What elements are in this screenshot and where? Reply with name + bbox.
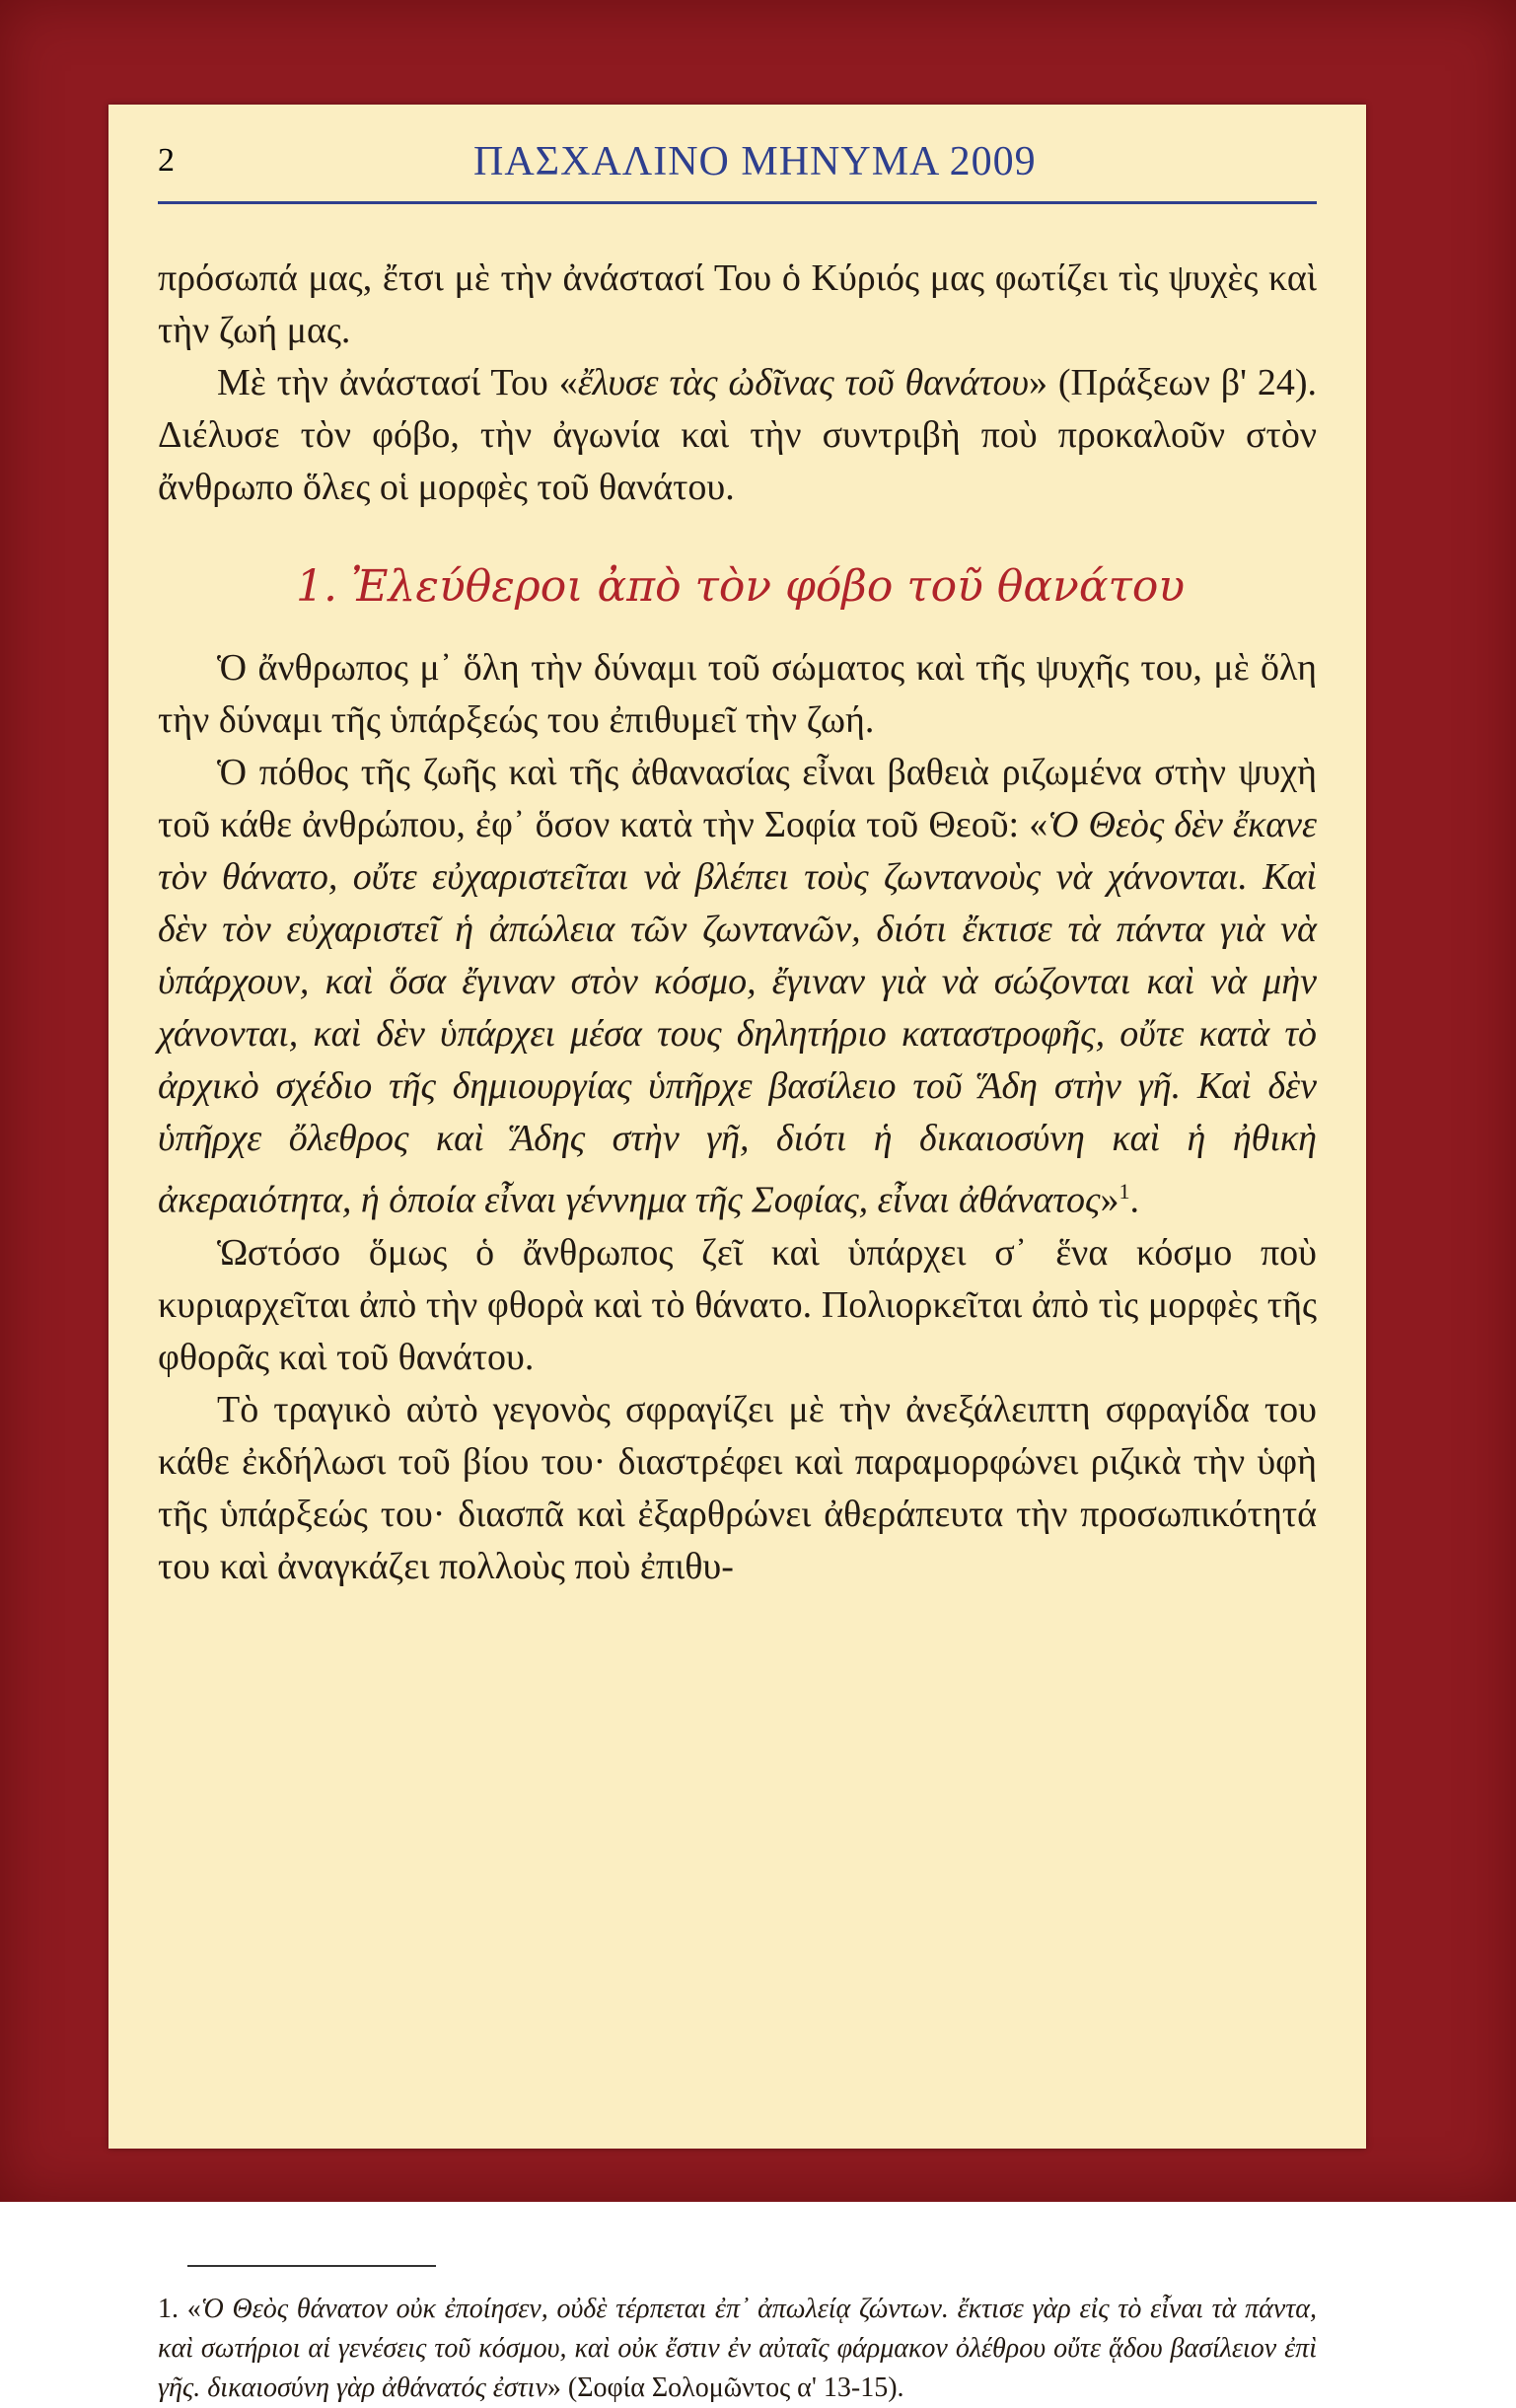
quote: ἔλυσε τὰς ὠδῖνας τοῦ θανάτου	[577, 362, 1029, 403]
page-number: 2	[158, 142, 175, 179]
paragraph: Ὁ ἄνθρωπος μ᾽ ὅλη τὴν δύναμι τοῦ σώματος καὶ τῆς ψυχῆς του, μὲ ὅλη τὴν δύναμι τῆς ὑπάρξεώς του ἐπιθυμεῖ τὴν ζωή.	[158, 647, 1317, 741]
footnote-divider	[187, 2265, 436, 2267]
section-heading: 1. Ἐλεύθεροι ἀπὸ τὸν φόβο τοῦ θανάτου	[296, 561, 1186, 612]
paragraph: Μὲ τὴν ἀνάστασί Του «ἔλυσε τὰς ὠδῖνας τοῦ θανάτου» (Πράξεων β' 24). Διέλυσε τὸν φόβο, τὴν ἀγωνία καὶ τὴν συντριβὴ ποὺ προκαλοῦν στὸν ἄνθρωπο ὅλες οἱ μορφὲς τοῦ θανάτου.	[158, 362, 1317, 508]
page-title: ΠΑΣΧΑΛΙΝΟ ΜΗΝΥΜΑ 2009	[473, 139, 1037, 184]
footnote-ref: 1	[1119, 1179, 1130, 1204]
footnote-quote: Ὁ Θεὸς θάνατον οὐκ ἐποίησεν, οὐδὲ τέρπεται ἐπ᾽ ἀπωλείᾳ ζώντων. ἔκτισε γὰρ εἰς τὸ εἶναι τὰ πάντα, καὶ σωτήριοι αἱ γενέσεις τοῦ κόσμου, καὶ οὐκ ἔστιν ἐν αὐταῖς φάρμακον ὀλέθρου οὔτε ᾅδου βασίλειον ἐπὶ γῆς. δικαιοσύνη γὰρ ἀθάνατός ἐστιν	[158, 2294, 1318, 2403]
paragraph: Ὡστόσο ὅμως ὁ ἄνθρωπος ζεῖ καὶ ὑπάρχει σ᾽ ἕνα κόσμο ποὺ κυριαρχεῖται ἀπὸ τὴν φθορὰ καὶ τὸ θάνατο. Πολιορκεῖται ἀπὸ τὶς μορφὲς τῆς φθορᾶς καὶ τοῦ θανάτου.	[158, 1231, 1317, 1378]
quote: Ὁ Θεὸς δὲν ἔκανε τὸν θάνατο, οὔτε εὐχαριστεῖται νὰ βλέπει τοὺς ζωντανοὺς νὰ χάνονται. Καὶ δὲν τὸν εὐχαριστεῖ ἡ ἀπώλεια τῶν ζωντανῶν, διότι ἔκτισε τὰ πάντα γιὰ νὰ ὑπάρχουν, καὶ ὅσα ἔγιναν στὸν κόσμο, ἔγιναν γιὰ νὰ σώζονται καὶ νὰ μὴν χάνονται, καὶ δὲν ὑπάρχει μέσα τους δηλητήριο καταστροφῆς, οὔτε κατὰ τὸ ἀρχικὸ σχέδιο τῆς δημιουργίας ὑπῆρχε βασίλειο τοῦ Ἅδη στὴν γῆ. Καὶ δὲν ὑπῆρχε ὄλεθρος καὶ Ἅδης στὴν γῆ, διότι ἡ δικαιοσύνη καὶ ἡ ἠθικὴ ἀκεραιότητα, ἡ ὁποία εἶναι γέννημα τῆς Σοφίας, εἶναι ἀθάνατος	[158, 804, 1317, 1221]
paragraph: Τὸ τραγικὸ αὐτὸ γεγονὸς σφραγίζει μὲ τὴν ἀνεξάλειπτη σφραγίδα του κάθε ἐκδήλωσι τοῦ βίου του· διαστρέφει καὶ παραμορφώνει ριζικὰ τὴν ὑφὴ τῆς ὑπάρξεώς του· διασπᾶ καὶ ἐξαρθρώνει ἀθεράπευτα τὴν προσωπικότητά του καὶ ἀναγκάζει πολλοὺς ποὺ ἐπιθυ-	[158, 1388, 1317, 1587]
paragraph: πρόσωπά μας, ἔτσι μὲ τὴν ἀνάστασί Του ὁ Κύριός μας φωτίζει τὶς ψυχὲς καὶ τὴν ζωή μας.	[158, 257, 1317, 351]
footnote: 1. «Ὁ Θεὸς θάνατον οὐκ ἐποίησεν, οὐδὲ τέρπεται ἐπ᾽ ἀπωλείᾳ ζώντων. ἔκτισε γὰρ εἰς τὸ εἶναι τὰ πάντα, καὶ σωτήριοι αἱ γενέσεις τοῦ κόσμου, καὶ οὐκ ἔστιν ἐν αὐταῖς φάρμακον ὀλέθρου οὔτε ᾅδου βασίλειον ἐπὶ γῆς. δικαιοσύνη γὰρ ἀθάνατός ἐστιν» (Σοφία Σολομῶντος α' 13-15).	[158, 2294, 1318, 2403]
running-header	[158, 139, 1317, 204]
paragraph: Ὁ πόθος τῆς ζωῆς καὶ τῆς ἀθανασίας εἶναι βαθειὰ ριζωμένα στὴν ψυχὴ τοῦ κάθε ἀνθρώπου, ἐφ᾽ ὅσον κατὰ τὴν Σοφία τοῦ Θεοῦ: «Ὁ Θεὸς δὲν ἔκανε τὸν θάνατο, οὔτε εὐχαριστεῖται νὰ βλέπει τοὺς ζωντανοὺς νὰ χάνονται. Καὶ δὲν τὸν εὐχαριστεῖ ἡ ἀπώλεια τῶν ζωντανῶν, διότι ἔκτισε τὰ πάντα γιὰ νὰ ὑπάρχουν, καὶ ὅσα ἔγιναν στὸν κόσμο, ἔγιναν γιὰ νὰ σώζονται καὶ νὰ μὴν χάνονται, καὶ δὲν ὑπάρχει μέσα τους δηλητήριο καταστροφῆς, οὔτε κατὰ τὸ ἀρχικὸ σχέδιο τῆς δημιουργίας ὑπῆρχε βασίλειο τοῦ Ἅδη στὴν γῆ. Καὶ δὲν ὑπῆρχε ὄλεθρος καὶ Ἅδης στὴν γῆ, διότι ἡ δικαιοσύνη καὶ ἡ ἠθικὴ ἀκεραιότητα, ἡ ὁποία εἶναι γέννημα τῆς Σοφίας, εἶναι ἀθάνατος»$^1$.	[158, 752, 1317, 1221]
body-text	[158, 253, 1317, 1593]
booklet-page	[108, 105, 1366, 2403]
